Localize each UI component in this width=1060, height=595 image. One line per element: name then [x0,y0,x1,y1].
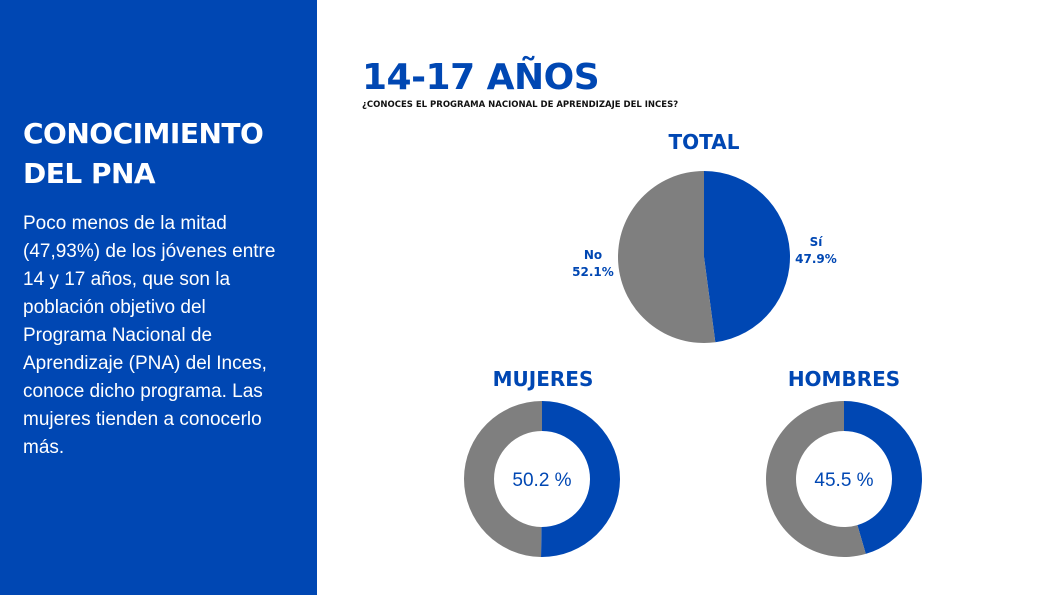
survey-question: ¿CONOCES EL PROGRAMA NACIONAL DE APRENDIZAJE DEL INCES? [362,100,679,110]
mujeres-donut-chart [464,401,620,557]
donut-center-value: 45.5 % [814,470,874,491]
donut-center-value: 50.2 % [512,470,572,491]
pie-slice-si [704,171,790,342]
hombres-chart-title: HOMBRES [787,367,901,391]
pie-label-no: No [583,248,603,262]
pie-label-si: Sí [809,235,823,249]
hombres-donut-chart [766,401,922,557]
sidebar-description: Poco menos de la mitad (47,93%) de los jóvenes entre 14 y 17 años, que son la población objetivo del Programa Nacional de Aprendizaje (PNA) del Inces, conoce dicho programa. Las mujeres tienden a conocerlo más. [23,213,276,458]
total-pie-chart [572,171,837,343]
pie-value-si: 47.9% [795,252,837,266]
mujeres-chart-title: MUJERES [492,367,594,391]
page-title: 14-17 AÑOS [362,57,600,98]
pie-slice-no [618,171,715,343]
total-chart-title: TOTAL [668,130,740,154]
sidebar-title-line-1: CONOCIMIENTO [23,117,264,150]
pie-value-no: 52.1% [572,265,614,279]
sidebar-title-line-2: DEL PNA [23,157,156,190]
